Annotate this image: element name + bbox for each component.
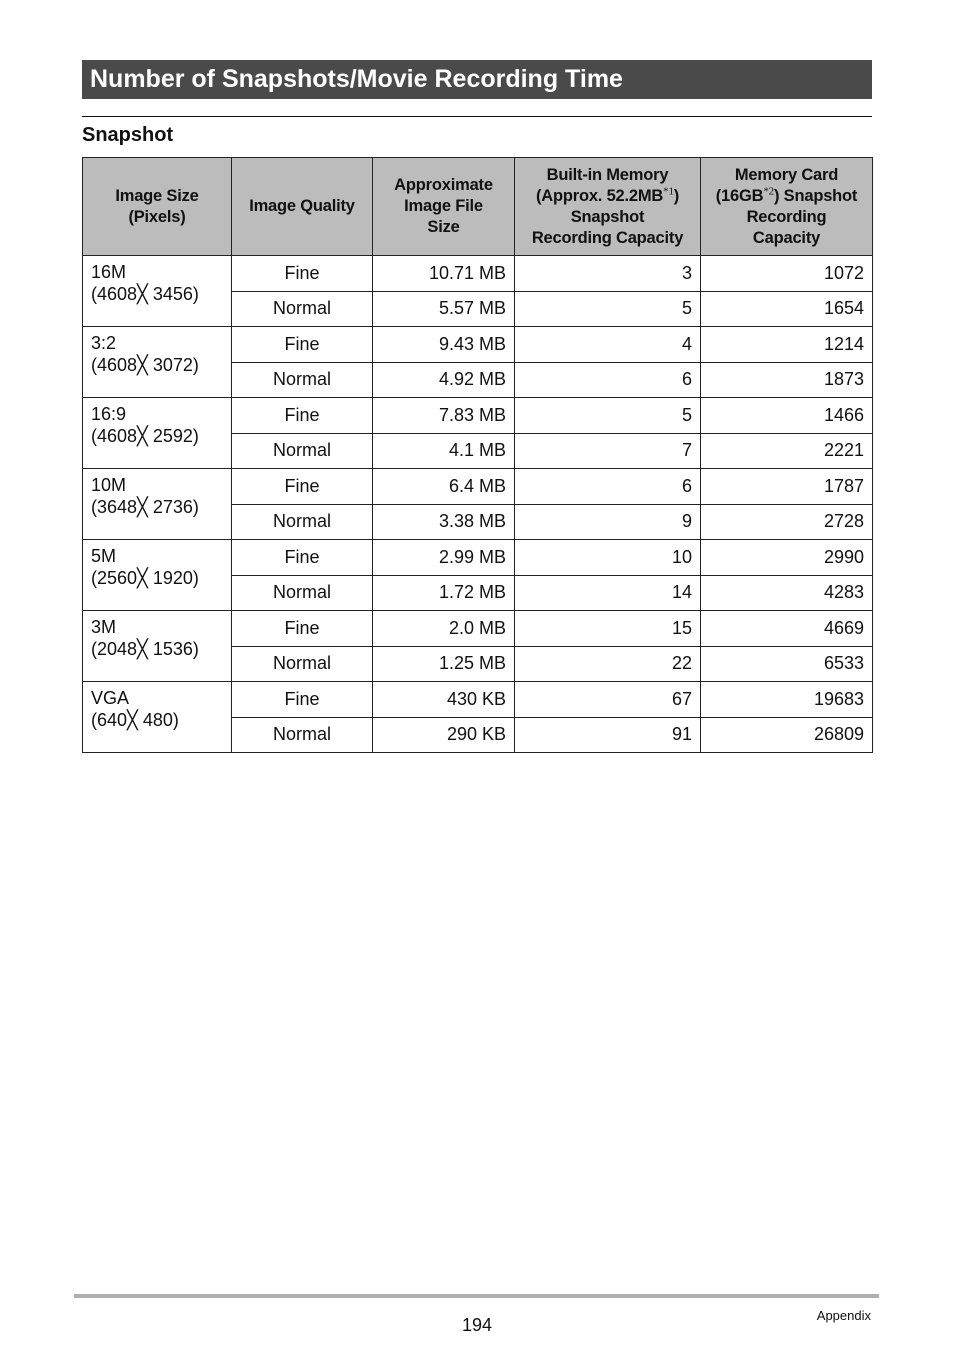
- file-size-cell: 1.72 MB: [373, 575, 515, 611]
- section-heading: Snapshot: [82, 124, 174, 146]
- image-quality-cell: Normal: [232, 291, 373, 327]
- table-body: [83, 256, 873, 753]
- header-memory-card: Memory Card (16GB$^{*2}$) Snapshot Recording Capacity: [701, 158, 873, 256]
- page-title: Number of Snapshots/Movie Recording Time: [90, 65, 623, 93]
- image-quality-cell: Normal: [232, 433, 373, 469]
- card-capacity-cell: 2221: [701, 433, 873, 469]
- builtin-capacity-cell: 14: [515, 575, 701, 611]
- footer-divider: [74, 1294, 879, 1298]
- builtin-capacity-cell: 5: [515, 398, 701, 434]
- image-quality-cell: Normal: [232, 575, 373, 611]
- file-size-cell: 4.92 MB: [373, 362, 515, 398]
- card-capacity-cell: 4669: [701, 611, 873, 647]
- header-builtin-memory: Built-in Memory (Approx. 52.2MB$^{*1}$) Snapshot Recording Capacity: [515, 158, 701, 256]
- file-size-cell: 9.43 MB: [373, 327, 515, 363]
- file-size-cell: 5.57 MB: [373, 291, 515, 327]
- header-image-quality: Image Quality: [232, 158, 373, 256]
- table-header-row: [83, 158, 873, 256]
- file-size-cell: 4.1 MB: [373, 433, 515, 469]
- builtin-capacity-cell: 10: [515, 540, 701, 576]
- file-size-cell: 3.38 MB: [373, 504, 515, 540]
- title-divider: [82, 116, 872, 117]
- table-row: [83, 611, 873, 647]
- file-size-cell: 7.83 MB: [373, 398, 515, 434]
- page-title-bar: [82, 60, 872, 99]
- builtin-capacity-cell: 91: [515, 717, 701, 753]
- image-quality-cell: Fine: [232, 540, 373, 576]
- card-capacity-cell: 19683: [701, 682, 873, 718]
- footer-section-label: Appendix: [816, 1308, 871, 1323]
- image-quality-cell: Normal: [232, 362, 373, 398]
- image-quality-cell: Fine: [232, 469, 373, 505]
- builtin-capacity-cell: 4: [515, 327, 701, 363]
- image-size-cell: 16M (4608╳ 3456): [83, 256, 232, 327]
- table-row: [83, 540, 873, 576]
- table-row: [83, 469, 873, 505]
- page-number: 194: [461, 1315, 493, 1335]
- card-capacity-cell: 2990: [701, 540, 873, 576]
- builtin-capacity-cell: 9: [515, 504, 701, 540]
- card-capacity-cell: 1466: [701, 398, 873, 434]
- builtin-capacity-cell: 6: [515, 362, 701, 398]
- image-quality-cell: Fine: [232, 611, 373, 647]
- image-size-cell: 10M (3648╳ 2736): [83, 469, 232, 540]
- file-size-cell: 1.25 MB: [373, 646, 515, 682]
- header-image-size: Image Size (Pixels): [83, 158, 232, 256]
- image-size-cell: 3:2 (4608╳ 3072): [83, 327, 232, 398]
- image-size-cell: 5M (2560╳ 1920): [83, 540, 232, 611]
- builtin-capacity-cell: 22: [515, 646, 701, 682]
- image-quality-cell: Normal: [232, 504, 373, 540]
- table-row: [83, 327, 873, 363]
- card-capacity-cell: 1214: [701, 327, 873, 363]
- file-size-cell: 2.0 MB: [373, 611, 515, 647]
- card-capacity-cell: 1873: [701, 362, 873, 398]
- image-size-cell: 3M (2048╳ 1536): [83, 611, 232, 682]
- builtin-capacity-cell: 15: [515, 611, 701, 647]
- card-capacity-cell: 4283: [701, 575, 873, 611]
- image-quality-cell: Fine: [232, 327, 373, 363]
- table-row: [83, 256, 873, 292]
- builtin-capacity-cell: 67: [515, 682, 701, 718]
- image-quality-cell: Fine: [232, 682, 373, 718]
- snapshot-capacity-table: [82, 157, 873, 753]
- card-capacity-cell: 2728: [701, 504, 873, 540]
- image-quality-cell: Fine: [232, 256, 373, 292]
- builtin-capacity-cell: 5: [515, 291, 701, 327]
- table-row: [83, 398, 873, 434]
- header-file-size: Approximate Image File Size: [373, 158, 515, 256]
- file-size-cell: 430 KB: [373, 682, 515, 718]
- card-capacity-cell: 1072: [701, 256, 873, 292]
- card-capacity-cell: 1654: [701, 291, 873, 327]
- image-size-cell: 16:9 (4608╳ 2592): [83, 398, 232, 469]
- file-size-cell: 290 KB: [373, 717, 515, 753]
- table-row: [83, 682, 873, 718]
- builtin-capacity-cell: 3: [515, 256, 701, 292]
- card-capacity-cell: 6533: [701, 646, 873, 682]
- image-size-cell: VGA (640╳ 480): [83, 682, 232, 753]
- file-size-cell: 6.4 MB: [373, 469, 515, 505]
- card-capacity-cell: 26809: [701, 717, 873, 753]
- footnote-marker: *1: [663, 185, 674, 197]
- image-quality-cell: Fine: [232, 398, 373, 434]
- footnote-marker: *2: [763, 185, 774, 197]
- file-size-cell: 10.71 MB: [373, 256, 515, 292]
- image-quality-cell: Normal: [232, 717, 373, 753]
- builtin-capacity-cell: 7: [515, 433, 701, 469]
- builtin-capacity-cell: 6: [515, 469, 701, 505]
- image-quality-cell: Normal: [232, 646, 373, 682]
- card-capacity-cell: 1787: [701, 469, 873, 505]
- file-size-cell: 2.99 MB: [373, 540, 515, 576]
